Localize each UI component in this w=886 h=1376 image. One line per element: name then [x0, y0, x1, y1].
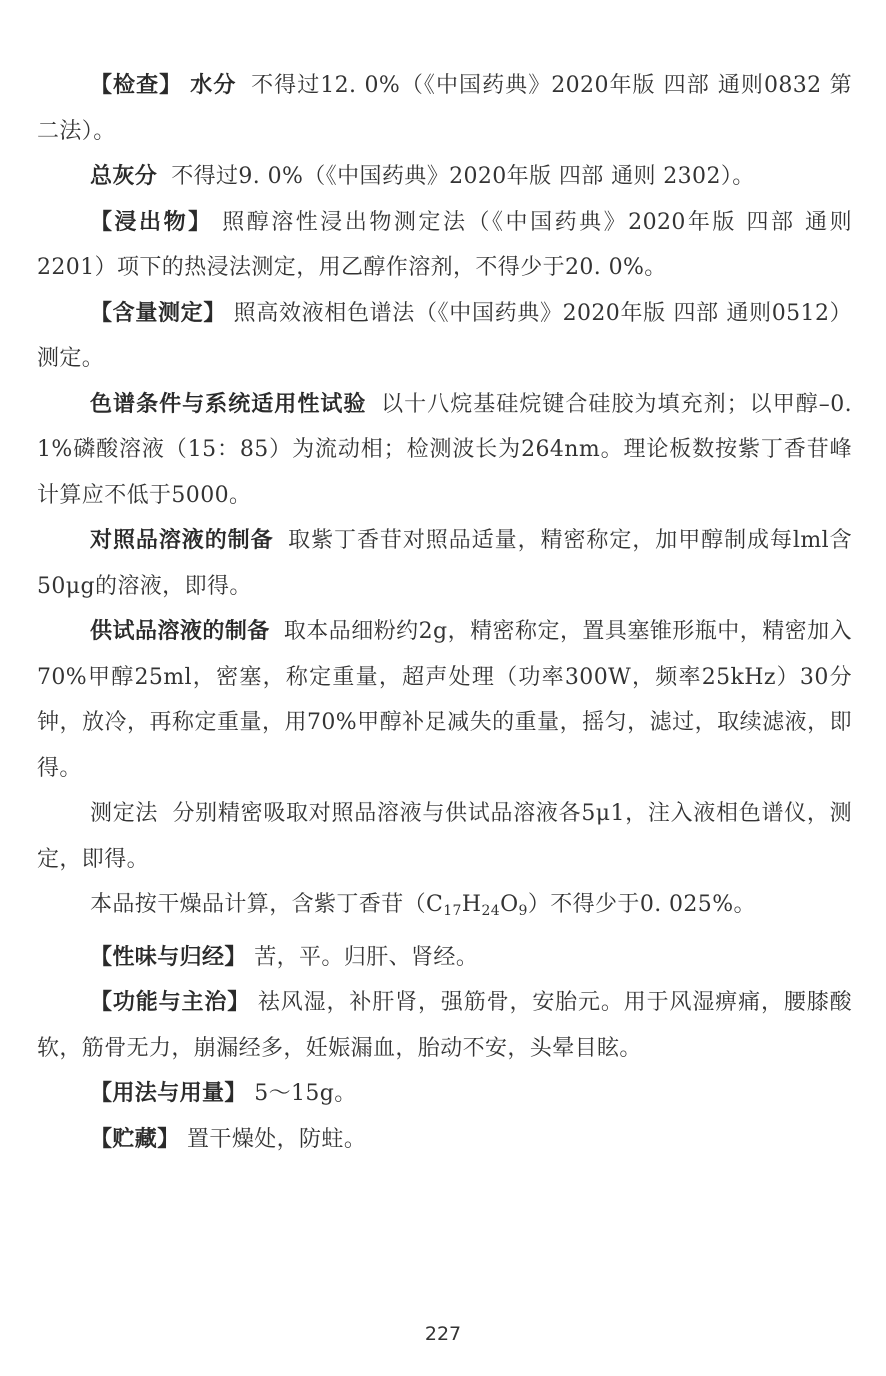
paragraph-text: 不得过9. 0%（《中国药典》2020年版 四部 通则 2302）。 — [171, 164, 755, 189]
paragraph-text: 取本品细粉约2g，精密称定，置具塞锥形瓶中，精密加入70%甲醇25ml，密塞，称定重量，超声处理（功率300W，频率25kHz）30分钟，放冷，再称定重量，用70%甲醇补足减失的重量，摇匀，滤过，取续滤液，即得。 — [37, 619, 852, 781]
subsection-label: 水分 — [190, 73, 237, 98]
formula-subscript: 17 — [443, 903, 462, 919]
paragraph-text: 祛风湿，补肝肾，强筋骨，安胎元。用于风湿痹痛，腰膝酸软，筋骨无力，崩漏经多，妊娠漏血，胎动不安，头晕目眩。 — [37, 990, 852, 1061]
paragraph-text: 照醇溶性浸出物测定法（《中国药典》2020年版 四部 通则 2201）项下的热浸法测定，用乙醇作溶剂，不得少于20. 0%。 — [37, 209, 852, 280]
subsection-label: 供试品溶液的制备 — [90, 619, 270, 644]
section-paragraph — [37, 609, 852, 791]
paragraph-text: 不得过12. 0%（《中国药典》2020年版 四部 通则0832 第二法）。 — [37, 73, 852, 144]
section-heading: 【用法与用量】 — [90, 1081, 247, 1106]
paragraph-text: O — [500, 892, 519, 917]
section-paragraph — [37, 791, 852, 882]
page-number: 227 — [424, 1323, 462, 1345]
section-paragraph — [37, 935, 852, 981]
paragraph-text: 照高效液相色谱法（《中国药典》2020年版 四部 通则0512）测定。 — [37, 300, 853, 371]
paragraph-text: 本品按干燥品计算，含紫丁香苷（C — [90, 892, 444, 917]
paragraph-text: ）不得少于0. 025%。 — [527, 892, 756, 917]
paragraph-text: 置干燥处，防蛀。 — [187, 1126, 367, 1152]
section-paragraph — [37, 882, 852, 935]
paragraph-text: 测定法 — [90, 801, 159, 826]
formula-subscript: 24 — [481, 903, 501, 919]
section-paragraph — [37, 291, 852, 382]
subsection-label: 对照品溶液的制备 — [90, 528, 274, 553]
subsection-label: 色谱条件与系统适用性试验 — [90, 391, 367, 417]
paragraph-text: 苦，平。归肝、肾经。 — [254, 944, 479, 970]
subsection-label: 总灰分 — [90, 164, 158, 189]
section-heading: 【贮藏】 — [90, 1126, 180, 1152]
section-paragraph — [37, 518, 852, 609]
section-paragraph — [37, 63, 852, 154]
formula-subscript: 9 — [518, 903, 528, 919]
section-paragraph — [37, 200, 852, 291]
paragraph-text: 取紫丁香苷对照品适量，精密称定，加甲醇制成每lml含50μg的溶液，即得。 — [37, 528, 853, 599]
paragraph-text: 分别精密吸取对照品溶液与供试品溶液各5μ1，注入液相色谱仪，测定，即得。 — [37, 801, 852, 872]
paragraph-text: 以十八烷基硅烷键合硅胶为填充剂；以甲醇–0. 1%磷酸溶液（15：85）为流动相；检测波长为264nm。理论板数按紫丁香苷峰计算应不低于5000。 — [37, 391, 852, 508]
section-heading: 【检查】 — [90, 73, 183, 98]
section-paragraph — [37, 1117, 852, 1163]
monograph-body — [37, 63, 852, 1162]
section-paragraph — [37, 154, 852, 200]
section-paragraph — [37, 382, 852, 519]
section-heading: 【性味与归经】 — [90, 944, 247, 970]
section-paragraph — [37, 980, 852, 1071]
section-heading: 【含量测定】 — [90, 300, 226, 326]
section-paragraph — [37, 1071, 852, 1117]
paragraph-text: 5～15g。 — [254, 1081, 357, 1106]
section-heading: 【功能与主治】 — [90, 990, 251, 1015]
section-heading: 【浸出物】 — [90, 209, 213, 235]
paragraph-text: H — [461, 892, 482, 917]
